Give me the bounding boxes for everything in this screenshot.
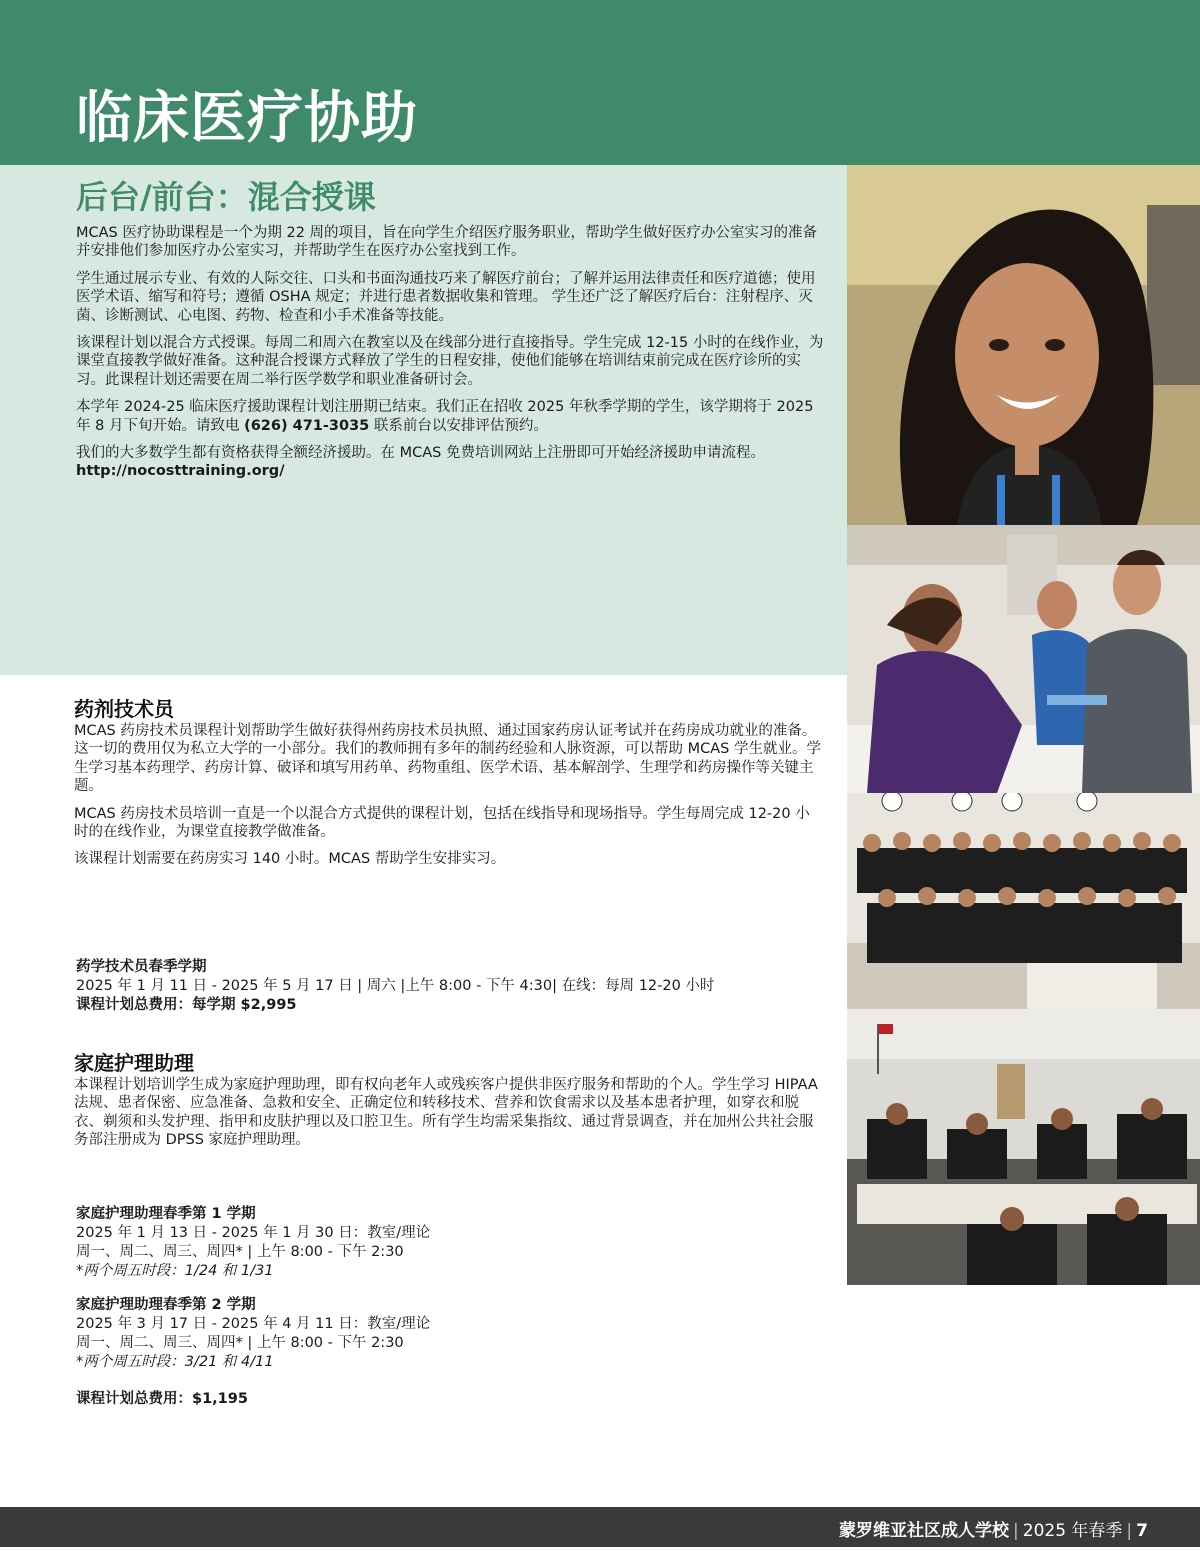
footer-bar: [0, 1507, 1200, 1547]
page-title: 临床医疗协助: [76, 86, 418, 151]
clinical-heading: 后台/前台：混合授课: [76, 178, 376, 216]
enrollment-text: 本学年 2024-25 临床医疗援助课程计划注册期已结束。我们正在招收 2025 年秋季学期的学生，该学期将于 2025 年 8 月下旬开始。请致电: [76, 399, 814, 434]
enrollment-text-end: 联系前台以安排评估预约。: [369, 417, 548, 434]
home-health-term-1: [76, 1205, 430, 1280]
term-1-days: 周一、周二、周三、周四* | 上午 8:00 - 下午 2:30: [76, 1243, 404, 1260]
pharmacy-schedule-title: 药学技术员春季学期: [76, 959, 207, 975]
financial-aid-text: 我们的大多数学生都有资格获得全额经济援助。在 MCAS 免费培训网站上注册即可开始经济援助申请流程。: [76, 445, 765, 462]
pharmacy-class-group-photo: [847, 793, 1200, 1009]
home-health-heading: 家庭护理助理: [74, 1051, 194, 1075]
page-number: 7: [1136, 1521, 1148, 1541]
clinical-paragraph: 学生通过展示专业、有效的人际交往、口头和书面沟通技巧来了解医疗前台；了解并运用法律责任和医疗道德；使用医学术语、缩写和符号；遵循 OSHA 规定；并进行患者数据收集和管理。 学生还广泛了解医疗后台：注射程序、灭菌、诊断测试、心电图、药物、检查和小手术准备等技能。: [76, 270, 816, 324]
pharmacy-cost: 课程计划总费用：每学期 $2,995: [76, 996, 297, 1013]
term-2-title: 家庭护理助理春季第 2 学期: [76, 1297, 256, 1313]
clinical-paragraph: [76, 444, 824, 481]
home-health-body: 本课程计划培训学生成为家庭护理助理，即有权向老年人或残疾客户提供非医疗服务和帮助的个人。学生学习 HIPAA 法规、患者保密、应急准备、急救和安全、正确定位和转移技术、营养和饮食需求以及基本患者护理，如穿衣和脱衣、剃须和头发护理、指甲和皮肤护理以及口腔卫生。所有学生均需采集指纹、通过背景调查，并在加州公共社会服务部注册成为 DPSS 家庭护理助理。: [74, 1077, 818, 1149]
pharmacy-schedule-line: 2025 年 1 月 11 日 - 2025 年 5 月 17 日 | 周六 |上午 8:00 - 下午 4:30| 在线：每周 12-20 小时: [76, 977, 715, 994]
footer-term: 2025 年春季: [1022, 1521, 1123, 1541]
pharmacy-paragraph: MCAS 药房技术员培训一直是一个以混合方式提供的课程计划，包括在线指导和现场指导。学生每周完成 12-20 小时的在线作业，为课堂直接教学做准备。: [74, 805, 810, 841]
term-2-dates: 2025 年 3 月 17 日 - 2025 年 4 月 11 日：教室/理论: [76, 1315, 431, 1332]
clinical-paragraph: MCAS 医疗协助课程是一个为期 22 周的项目，旨在向学生介绍医疗服务职业，帮助学生做好医疗办公室实习的准备并安排他们参加医疗办公室实习，并帮助学生在医疗办公室找到工作。: [76, 225, 818, 260]
term-2-days: 周一、周二、周三、周四* | 上午 8:00 - 下午 2:30: [76, 1334, 404, 1351]
pharmacy-schedule: [76, 958, 714, 1015]
footer-school: 蒙罗维亚社区成人学校: [839, 1521, 1010, 1541]
pharmacy-heading: 药剂技术员: [74, 697, 174, 721]
phone-number: (626) 471-3035: [244, 417, 370, 434]
footer-text: 蒙罗维亚社区成人学校 | 2025 年春季 | 7: [839, 1521, 1148, 1541]
nocost-training-link[interactable]: http://nocosttraining.org/: [76, 463, 285, 480]
home-health-classroom-photo: [847, 1009, 1200, 1285]
term-1-note: *两个周五时段：1/24 和 1/31: [76, 1262, 274, 1279]
medical-training-photo: [847, 525, 1200, 793]
clinical-paragraph: 该课程计划以混合方式授课。每周二和周六在教室以及在线部分进行直接指导。学生完成 12-15 小时的在线作业，为课堂直接教学做好准备。这种混合授课方式释放了学生的日程安排，使他们能够在培训结束前完成在医疗诊所的实习。此课程计划还需要在周二举行医学数学和职业准备研讨会。: [76, 335, 824, 388]
clinical-paragraph: [76, 398, 824, 435]
photo-column: [847, 165, 1200, 1285]
home-health-term-2: [76, 1296, 430, 1371]
home-health-cost: 课程计划总费用：$1,195: [76, 1391, 248, 1407]
term-1-title: 家庭护理助理春季第 1 学期: [76, 1206, 256, 1222]
term-2-note: *两个周五时段：3/21 和 4/11: [76, 1353, 274, 1370]
pharmacy-paragraph: MCAS 药房技术员课程计划帮助学生做好获得州药房技术员执照、通过国家药房认证考试并在药房成功就业的准备。这一切的费用仅为私立大学的一小部分。我们的教师拥有多年的制药经验和人脉资源，可以帮助 MCAS 学生就业。学生学习基本药理学、药房计算、破译和填写用药单、药物重组、医学术语、基本解剖学、生理学和药房操作等关键主题。: [74, 723, 821, 795]
student-portrait-photo: [847, 165, 1200, 525]
clinical-body: [76, 224, 824, 490]
term-1-dates: 2025 年 1 月 13 日 - 2025 年 1 月 30 日：教室/理论: [76, 1224, 431, 1241]
pharmacy-body: [74, 722, 824, 878]
pharmacy-paragraph: 该课程计划需要在药房实习 140 小时。MCAS 帮助学生安排实习。: [74, 851, 506, 868]
